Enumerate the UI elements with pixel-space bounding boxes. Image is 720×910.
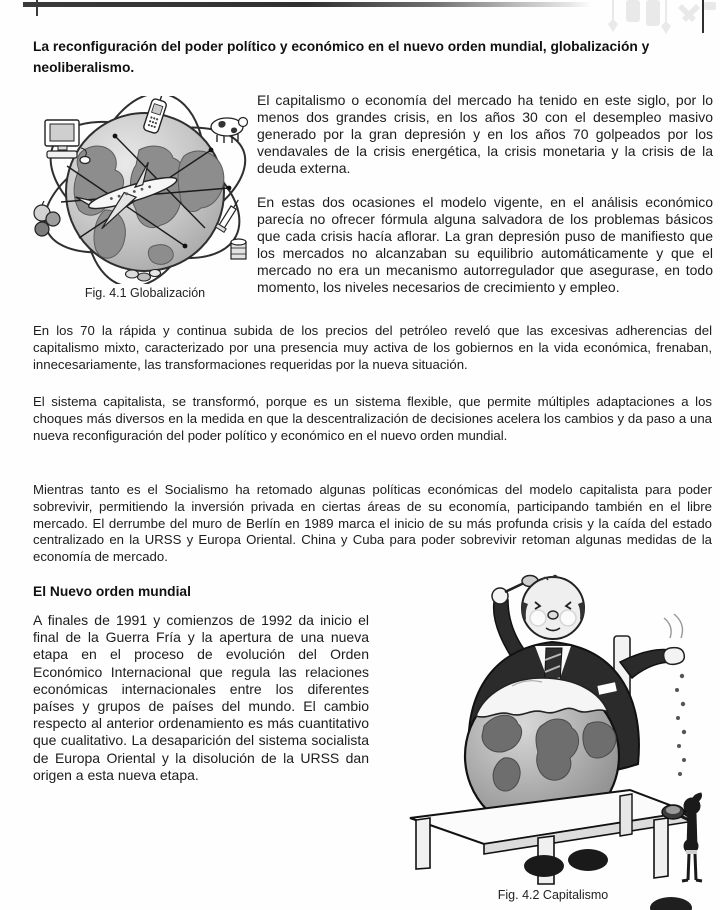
page-title: La reconfiguración del poder político y económico en el nuevo orden mundial, globalización y neoliberalismo. <box>33 39 650 75</box>
paragraph-capitalism-crises: El capitalismo o economía del mercado ha tenido en este siglo, por lo menos dos grandes crisis, en los años 30 con el desempleo masivo generado por la gran depresión y en los años 70 golpeados por los vendavales de la crisis energética, la crisis monetaria y la crisis de la deuda externa. <box>257 92 713 176</box>
falling-crumbs-icon <box>675 674 686 776</box>
paragraph-flexible-system: El sistema capitalista, se transformó, porque es un sistema flexible, que permite múltiples adaptaciones a los choques más diversos en la medida en que la descentralización de decisiones acelera los cambios y da paso a una nueva reconfiguración del poder político y económico en el nuevo orden mundial. <box>33 394 712 443</box>
capitalism-illustration <box>392 566 714 886</box>
paragraph-oil-prices: En los 70 la rápida y continua subida de los precios del petróleo reveló que las excesivas adherencias del capitalismo mixto, caracterizado por una presencia muy activa de los gobiernos en la vida económica, frenaban, innecesariamente, las transformaciones requeridas por la nueva situación. <box>33 323 712 372</box>
intro-text-column <box>257 92 713 313</box>
cow-icon <box>211 118 248 144</box>
watermark-graphic <box>592 0 720 38</box>
globalization-illustration <box>33 96 257 284</box>
paragraph-socialism: Mientras tanto es el Socialismo ha retomado algunas políticas económicas del modelo capitalista para poder sobrevivir, permitiendo la inversión privada en ciertas áreas de su economía, participando también en el libre mercado. El derrumbe del muro de Berlín en 1989 marca el inicio de su más profunda crisis y la caída del estado centralizado en la URSS y Europa Oriental. China y Cuba para poder sobrevivir retoman algunas medidas de la economía de mercado. <box>33 482 712 565</box>
section-heading-new-world-order: El Nuevo orden mundial <box>33 584 191 599</box>
paragraph-model-failure: En estas dos ocasiones el modelo vigente, en el análisis económico parecía no ofrecer fórmula alguna salvadora de los problemas básicos que cada crisis hacía aflorar. La gran depresión puso de manifiesto que los mercados no alcanzaban su equilibrio automáticamente y que el mercado no era un mecanismo autorregulador que asegurase, en todo momento, los niveles necesarios de crecimiento y empleo. <box>257 194 713 295</box>
bowl-icon <box>662 805 684 819</box>
capitalist-head-icon <box>522 576 585 640</box>
figure-4-1-caption: Fig. 4.1 Globalización <box>84 286 206 300</box>
feet-icon <box>524 849 608 877</box>
figure-4-2-caption: Fig. 4.2 Capitalismo <box>497 888 609 902</box>
left-edge-mark <box>36 0 38 16</box>
barrel-icon <box>231 239 246 259</box>
paragraph-cold-war-end: A finales de 1991 y comienzos de 1992 da inicio el final de la Guerra Fría y la apertura de una nueva etapa en el proceso de evolución del Orden Económico Internacional que regula las relaciones económicas internacionales entre los diferentes países y grupos de países del mundo. El cambio respecto al anterior ordenamiento es más cuantitativo que cualitativo. La desaparición del sistema socialista de Europa Oriental y la disolución de la URSS dan origen a esta nueva etapa. <box>33 612 369 783</box>
top-scan-edge <box>23 2 592 7</box>
motion-lines-icon <box>664 614 682 638</box>
fruits-icon <box>34 201 60 236</box>
